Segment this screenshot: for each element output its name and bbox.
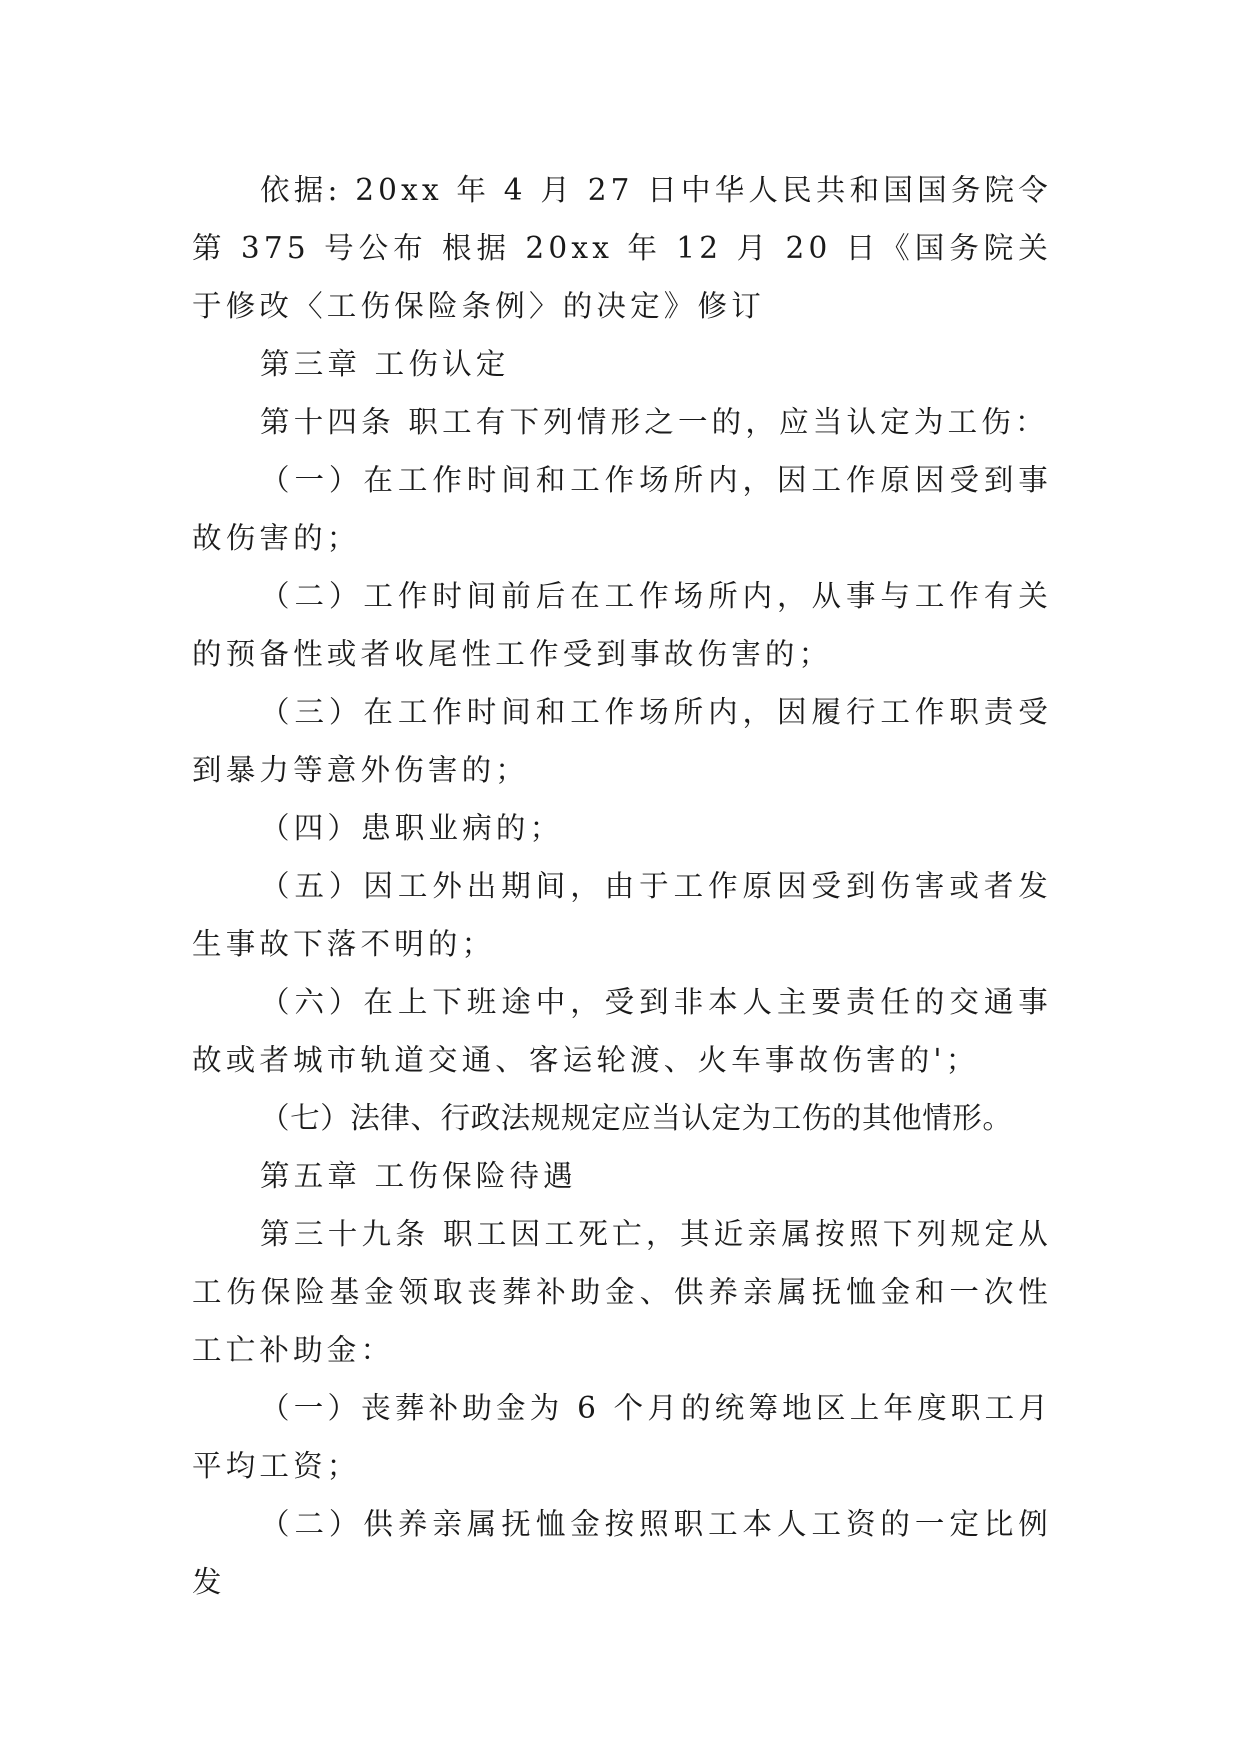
article-39: 第三十九条 职工因工死亡，其近亲属按照下列规定从工伤保险基金领取丧葬补助金、供养亲属抚恤金和一次性工亡补助金：	[192, 1217, 1052, 1367]
chapter-heading-5: 第五章 工伤保险待遇	[260, 1159, 577, 1193]
article-14-item-2: （二）工作时间前后在工作场所内，从事与工作有关的预备性或者收尾性工作受到事故伤害的；	[192, 579, 1052, 671]
article-14: 第十四条 职工有下列情形之一的，应当认定为工伤：	[260, 405, 1049, 439]
chapter-heading-3: 第三章 工伤认定	[260, 347, 510, 381]
basis-paragraph: 依据: 20xx 年 4 月 27 日中华人民共和国国务院令第 375 号公布 根据 20xx 年 12 月 20 日《国务院关于修改〈工伤保险条例〉的决定》修订	[192, 173, 1052, 323]
article-14-item-3: （三）在工作时间和工作场所内，因履行工作职责受到暴力等意外伤害的；	[192, 695, 1052, 787]
article-14-item-6: （六）在上下班途中，受到非本人主要责任的交通事故或者城市轨道交通、客运轮渡、火车事故伤害的'；	[192, 985, 1052, 1077]
article-14-item-1: （一）在工作时间和工作场所内，因工作原因受到事故伤害的；	[192, 463, 1052, 555]
article-14-item-7: （七）法律、行政法规规定应当认定为工伤的其他情形。	[260, 1101, 1013, 1135]
article-14-item-4: （四）患职业病的；	[260, 811, 564, 845]
article-14-item-5: （五）因工外出期间，由于工作原因受到伤害或者发生事故下落不明的；	[192, 869, 1052, 961]
article-39-item-2: （二）供养亲属抚恤金按照职工本人工资的一定比例发	[192, 1507, 1052, 1599]
document-body	[192, 161, 1052, 1611]
article-39-item-1: （一）丧葬补助金为 6 个月的统筹地区上年度职工月平均工资；	[192, 1391, 1052, 1483]
